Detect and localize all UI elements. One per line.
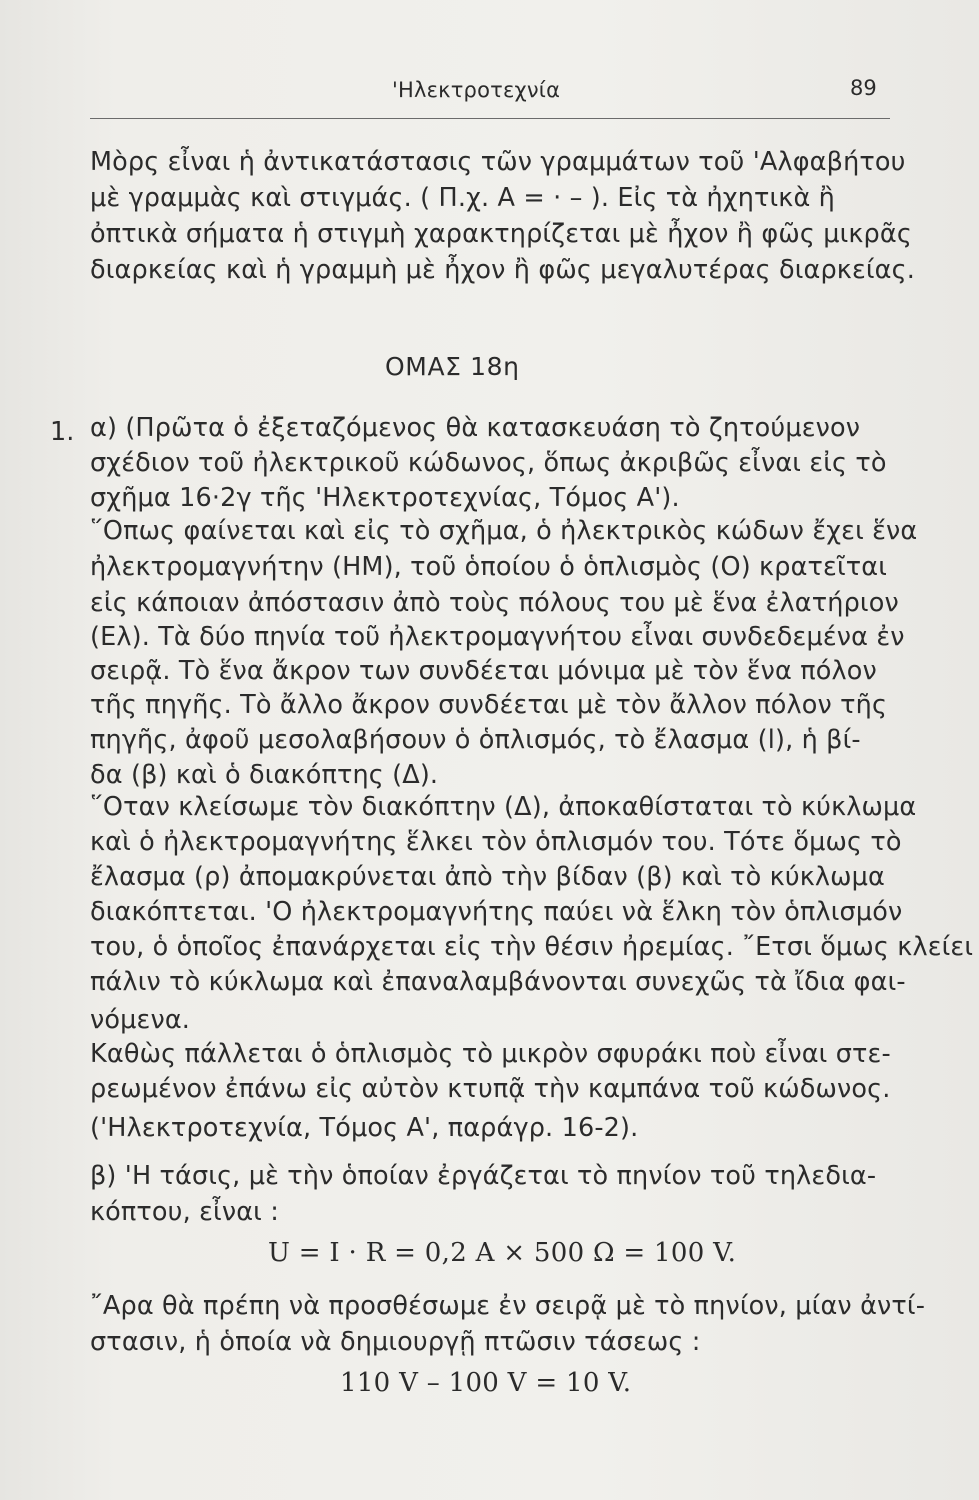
body-line: (Ελ). Τὰ δύο πηνία τοῦ ἠλεκτρομαγνήτου εἶναι συνδεδεμένα ἐν <box>90 622 905 652</box>
body-line: διακόπτεται. 'Ο ἠλεκτρομαγνήτης παύει νὰ ἕλκη τὸν ὁπλισμόν <box>90 897 903 927</box>
body-line: ῞Οπως φαίνεται καὶ εἰς τὸ σχῆμα, ὁ ἠλεκτρικὸς κώδων ἔχει ἕνα <box>90 516 918 546</box>
body-line: ἔλασμα (ρ) ἀπομακρύνεται ἀπὸ τὴν βίδαν (β) καὶ τὸ κύκλωμα <box>90 862 886 892</box>
body-line: δα (β) καὶ ὁ διακόπτης (Δ). <box>90 760 439 790</box>
body-line: ῞Οταν κλείσωμε τὸν διακόπτην (Δ), ἀποκαθίσταται τὸ κύκλωμα <box>90 792 917 822</box>
body-line: σχῆμα 16·2γ τῆς 'Ηλεκτροτεχνίας, Τόμος Α'). <box>90 483 680 513</box>
section-heading: ΟΜΑΣ 18η <box>385 352 520 381</box>
body-line: νόμενα. <box>90 1005 191 1035</box>
body-line: ρεωμένον ἐπάνω εἰς αὐτὸν κτυπᾷ τὴν καμπάνα τοῦ κώδωνος. <box>90 1074 891 1104</box>
page-number: 89 <box>850 76 877 100</box>
intro-line: μὲ γραμμὰς καὶ στιγμάς. ( Π.χ. Α = · – ). Εἰς τὰ ἠχητικὰ ἢ <box>90 183 835 213</box>
body-line: ἠλεκτρομαγνήτην (ΗΜ), τοῦ ὁποίου ὁ ὁπλισμὸς (Ο) κρατεῖται <box>90 552 887 582</box>
intro-line: Μὸρς εἶναι ἡ ἀντικατάστασις τῶν γραμμάτων τοῦ 'Αλφαβήτου <box>90 147 906 177</box>
body-line: στασιν, ἡ ὁποία νὰ δημιουργῇ πτῶσιν τάσεως : <box>90 1327 701 1357</box>
body-line: Καθὼς πάλλεται ὁ ὁπλισμὸς τὸ μικρὸν σφυράκι ποὺ εἶναι στε- <box>90 1039 891 1069</box>
body-line: β) 'Η τάσις, μὲ τὴν ὁποίαν ἐργάζεται τὸ πηνίον τοῦ τηλεδια- <box>90 1161 877 1191</box>
intro-line: ὀπτικὰ σήματα ἡ στιγμὴ χαρακτηρίζεται μὲ ἦχον ἢ φῶς μικρᾶς <box>90 219 912 249</box>
formula-drop: 110 V – 100 V = 10 V. <box>340 1368 632 1398</box>
body-line: τῆς πηγῆς. Τὸ ἄλλο ἄκρον συνδέεται μὲ τὸν ἄλλον πόλον τῆς <box>90 690 888 720</box>
header-rule <box>90 118 890 119</box>
body-line: καὶ ὁ ἠλεκτρομαγνήτης ἕλκει τὸν ὁπλισμόν του. Τότε ὅμως τὸ <box>90 827 902 857</box>
body-line: α) (Πρῶτα ὁ ἐξεταζόμενος θὰ κατασκευάση τὸ ζητούμενον <box>90 413 861 443</box>
intro-line: διαρκείας καὶ ἡ γραμμὴ μὲ ἦχον ἢ φῶς μεγαλυτέρας διαρκείας. <box>90 255 916 285</box>
body-line: ῎Αρα θὰ πρέπη νὰ προσθέσωμε ἐν σειρᾷ μὲ τὸ πηνίον, μίαν ἀντί- <box>90 1291 926 1321</box>
body-line: πάλιν τὸ κύκλωμα καὶ ἐπαναλαμβάνονται συνεχῶς τὰ ἴδια φαι- <box>90 967 906 997</box>
body-line: του, ὁ ὁποῖος ἐπανάρχεται εἰς τὴν θέσιν ἠρεμίας. ῎Ετσι ὅμως κλείει <box>90 932 974 962</box>
body-line: ('Ηλεκτροτεχνία, Τόμος Α', παράγρ. 16-2). <box>90 1113 639 1143</box>
item-number: 1. <box>50 417 75 447</box>
body-line: κόπτου, εἶναι : <box>90 1197 279 1227</box>
running-head <box>90 76 890 106</box>
running-title: 'Ηλεκτροτεχνία <box>392 78 561 102</box>
formula-voltage: U = I · R = 0,2 A × 500 Ω = 100 V. <box>268 1238 737 1268</box>
body-line: πηγῆς, ἀφοῦ μεσολαβήσουν ὁ ὁπλισμός, τὸ ἔλασμα (l), ἡ βί- <box>90 725 861 755</box>
body-line: εἰς κάποιαν ἀπόστασιν ἀπὸ τοὺς πόλους του μὲ ἕνα ἐλατήριον <box>90 588 899 618</box>
body-line: σχέδιον τοῦ ἠλεκτρικοῦ κώδωνος, ὅπως ἀκριβῶς εἶναι εἰς τὸ <box>90 448 887 478</box>
body-line: σειρᾷ. Τὸ ἕνα ἄκρον των συνδέεται μόνιμα μὲ τὸν ἕνα πόλον <box>90 656 877 686</box>
